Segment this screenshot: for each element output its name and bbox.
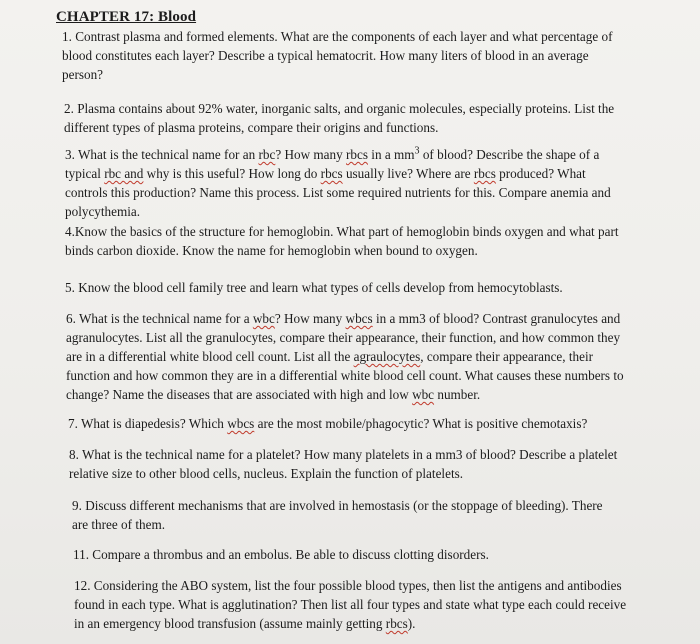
q7-text-b: are the most mobile/phagocytic? What is positive chemotaxis?: [254, 416, 588, 431]
question-12: [74, 576, 626, 633]
question-9: [72, 496, 603, 534]
question-1-line-1: 1. Contrast plasma and formed elements. What are the components of each layer and what percentage of: [62, 29, 613, 44]
q3-term-rbcs-2: rbcs: [320, 166, 343, 181]
question-2-line-2: different types of plasma proteins, compare their origins and functions.: [64, 120, 439, 135]
question-1: [62, 27, 613, 84]
question-4-line-2: binds carbon dioxide. Know the name for hemoglobin when bound to oxygen.: [65, 243, 478, 258]
q3-text-b: ? How many: [275, 147, 346, 162]
q6-term-agranulocytes: agraulocytes: [353, 349, 421, 364]
question-3-line-2: [65, 164, 611, 183]
question-6-line-4: function and how common they are in a differential white blood cell count. What causes these numbers to: [66, 368, 624, 383]
question-8-line-1: 8. What is the technical name for a platelet? How many platelets in a mm3 of blood? Describe a platelet: [69, 447, 618, 462]
q6-text-g: number.: [434, 387, 481, 402]
q3-text-a: 3. What is the technical name for an: [65, 147, 259, 162]
question-8: [69, 445, 617, 483]
q3-term-rbc-and: rbc and: [104, 166, 144, 181]
question-4: [65, 222, 619, 260]
chapter-heading: CHAPTER 17: Blood: [56, 9, 197, 25]
q12-text-b: ).: [407, 616, 416, 631]
question-3: [65, 145, 611, 221]
question-5: [65, 278, 563, 297]
question-12-line-1: 12. Considering the ABO system, list the four possible blood types, then list the antigens and antibodies: [74, 578, 622, 593]
question-1-line-2: blood constitutes each layer? Describe a typical hematocrit. How many liters of blood in an average: [62, 48, 589, 63]
question-2-line-1: 2. Plasma contains about 92% water, inorganic salts, and organic molecules, especially proteins. List the: [64, 101, 615, 116]
question-6-line-3: [66, 347, 624, 366]
q3-text-f: why is this useful? How long do: [143, 166, 321, 181]
q7-term-wbcs: wbcs: [227, 416, 255, 431]
question-7: [68, 414, 587, 433]
q3-superscript: 3: [414, 145, 420, 157]
question-9-line-1: 9. Discuss different mechanisms that are involved in hemostasis (or the stoppage of bleeding). There: [72, 498, 603, 513]
q3-text-c: in a mm: [367, 147, 415, 162]
q3-text-e: typical: [65, 166, 105, 181]
question-2: [64, 99, 614, 137]
question-3-line-3: controls this production? Name this process. List some required nutrients for this. Compare anemia and: [65, 185, 611, 200]
question-3-line-4: polycythemia.: [65, 204, 141, 219]
q3-term-rbc: rbc: [258, 147, 276, 162]
question-6-line-1: [66, 309, 624, 328]
q3-text-d: of blood? Describe the shape of a: [419, 147, 600, 162]
question-9-line-2: are three of them.: [72, 517, 165, 532]
q3-term-rbcs: rbcs: [346, 147, 368, 162]
question-12-line-3: [74, 614, 626, 633]
q3-text-h: produced? What: [495, 166, 586, 181]
question-6: [66, 309, 624, 404]
question-6-line-2: agranulocytes. List all the granulocytes, compare their appearance, their function, and how common they: [66, 330, 621, 345]
question-1-line-3: person?: [62, 67, 104, 82]
question-5-line-1: 5. Know the blood cell family tree and learn what types of cells develop from hemocytoblasts.: [65, 280, 563, 295]
question-7-line-1: [68, 414, 587, 433]
q7-text-a: 7. What is diapedesis? Which: [68, 416, 228, 431]
q6-text-f: change? Name the diseases that are associated with high and low: [66, 387, 413, 402]
question-4-line-1: 4.Know the basics of the structure for hemoglobin. What part of hemoglobin binds oxygen and what part: [65, 224, 619, 239]
q12-term-rbcs: rbcs: [385, 616, 408, 631]
q6-text-c: in a mm3 of blood? Contrast granulocytes and: [372, 311, 621, 326]
q6-text-a: 6. What is the technical name for a: [66, 311, 253, 326]
q6-term-wbc: wbc: [252, 311, 275, 326]
question-12-line-2: found in each type. What is agglutination? Then list all four types and state what type each could receive: [74, 597, 627, 612]
q12-text-a: in an emergency blood transfusion (assume mainly getting: [74, 616, 386, 631]
question-3-line-1: [65, 145, 611, 164]
q3-text-g: usually live? Where are: [342, 166, 474, 181]
q6-term-wbcs: wbcs: [345, 311, 373, 326]
q6-text-b: ? How many: [274, 311, 346, 326]
q6-text-d: are in a differential white blood cell count. List all the: [66, 349, 354, 364]
question-11: [73, 545, 489, 564]
q6-term-wbc-2: wbc: [412, 387, 435, 402]
q6-text-e: , compare their appearance, their: [420, 349, 594, 364]
q3-term-rbcs-3: rbcs: [473, 166, 496, 181]
question-6-line-5: [66, 385, 624, 404]
question-8-line-2: relative size to other blood cells, nucleus. Explain the function of platelets.: [69, 466, 464, 481]
question-11-line-1: 11. Compare a thrombus and an embolus. Be able to discuss clotting disorders.: [73, 547, 489, 562]
